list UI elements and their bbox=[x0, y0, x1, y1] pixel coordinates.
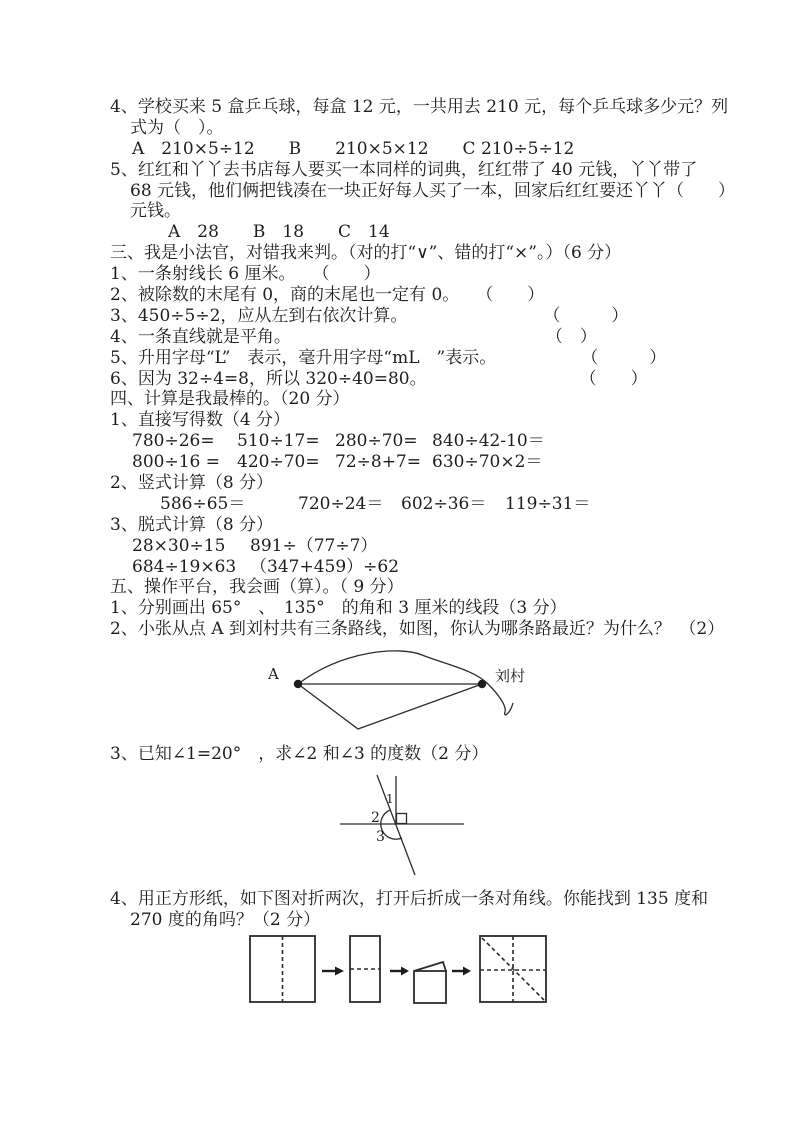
judge-item: 6、因为 32÷4=8，所以 320÷40=80。 （ ） bbox=[110, 368, 648, 389]
operate-q3: 3、已知∠1=20° ，求∠2 和∠3 的度数（2 分） bbox=[110, 744, 489, 765]
calc-vertical-row bbox=[160, 494, 708, 515]
expression: 800÷16 = bbox=[132, 452, 220, 473]
angle-3-label: 3 bbox=[376, 829, 385, 846]
operate-q4-line-1: 4、用正方形纸，如下图对折两次，打开后折成一条对角线。你能找到 135 度和 bbox=[110, 889, 709, 910]
calc-section-header: 四、计算是我最棒的。（20 分） bbox=[110, 389, 350, 410]
expression: 119÷31＝ bbox=[505, 493, 591, 514]
calc-stepwise-row-2 bbox=[132, 557, 708, 578]
calc-stepwise-row-1 bbox=[132, 536, 708, 557]
judge-section-header: 三、我是小法官，对错我来判。（对的打“∨”、错的打“×”。）（6 分） bbox=[110, 243, 622, 264]
paper-folding-diagram bbox=[248, 934, 548, 1006]
expression: 280÷70= bbox=[335, 431, 418, 452]
point-a-dot bbox=[294, 680, 302, 688]
operate-q1: 1、分别画出 65° 、 135° 的角和 3 厘米的线段（3 分） bbox=[110, 598, 567, 619]
expression: 510÷17= bbox=[237, 431, 320, 452]
expression: 420÷70= bbox=[237, 452, 320, 473]
expression: 630÷70×2＝ bbox=[432, 452, 543, 473]
expression: （347+459）÷62 bbox=[250, 556, 400, 577]
calc-vertical-title: 2、竖式计算（8 分） bbox=[110, 473, 274, 494]
arrow-icon bbox=[335, 966, 344, 975]
village-label: 刘村 bbox=[495, 667, 526, 686]
expression: 602÷36＝ bbox=[401, 493, 487, 514]
operate-q4-line-2: 270 度的角吗？（2 分） bbox=[130, 909, 321, 930]
route-diagram bbox=[248, 644, 578, 744]
folded-flap bbox=[414, 962, 446, 971]
calc-direct-row-1 bbox=[132, 431, 708, 452]
q5-options: A 28 B 18 C 14 bbox=[168, 222, 390, 243]
expression: 28×30÷15 bbox=[132, 535, 226, 556]
operate-q2: 2、小张从点 A 到刘村共有三条路线，如图，你认为哪条路最近？为什么？ （2） bbox=[110, 619, 725, 640]
q5-line-3: 元钱。 bbox=[130, 201, 181, 222]
point-a-label: A bbox=[268, 665, 279, 684]
right-angle-mark bbox=[397, 814, 407, 824]
angle-1-label: 1 bbox=[386, 792, 394, 807]
judge-item: 2、被除数的末尾有 0，商的末尾也一定有 0。 （ ） bbox=[110, 285, 545, 306]
judge-item: 4、一条直线就是平角。 （ ） bbox=[110, 326, 597, 347]
q4-options: A 210×5÷12 B 210×5×12 C 210÷5÷12 bbox=[132, 138, 575, 159]
route-bent-path bbox=[298, 684, 482, 729]
expression: 840÷42-10＝ bbox=[432, 431, 545, 452]
arrow-icon bbox=[401, 966, 409, 975]
judge-item: 5、升用字母“L” 表示，毫升用字母“mL ”表示。 （ ） bbox=[110, 347, 667, 368]
calc-direct-title: 1、直接写得数（4 分） bbox=[110, 410, 291, 431]
crease-diagonal bbox=[482, 938, 544, 1000]
q4-line-1: 4、学校买来 5 盒乒乓球，每盒 12 元，一共用去 210 元，每个乒乓球多少元？列 bbox=[110, 97, 729, 117]
q5-line-2: 68 元钱，他们俩把钱凑在一块正好每人买了一本，回家后红红要还丫丫（ ） bbox=[130, 180, 736, 201]
expression: 684÷19×63 bbox=[132, 556, 237, 577]
angle-diagram bbox=[332, 775, 492, 889]
folded-square-step-3 bbox=[414, 971, 446, 1003]
q5-line-1: 5、红红和丫丫去书店每人要买一本同样的词典，红红带了 40 元钱，丫丫带了 bbox=[110, 159, 698, 180]
expression: 891÷（77÷7） bbox=[250, 535, 378, 556]
operate-section-header: 五、操作平台，我会画（算）。（ 9 分） bbox=[110, 577, 404, 598]
calc-direct-row-2 bbox=[132, 452, 708, 473]
judge-item: 3、450÷5÷2，应从左到右依次计算。 （ ） bbox=[110, 305, 629, 326]
calc-stepwise-title: 3、脱式计算（8 分） bbox=[110, 514, 274, 535]
expression: 586÷65＝ bbox=[160, 493, 246, 514]
angle-2-label: 2 bbox=[371, 810, 380, 827]
arrow-icon bbox=[463, 966, 471, 975]
expression: 72÷8+7= bbox=[335, 452, 421, 473]
expression: 780÷26= bbox=[132, 431, 215, 452]
q4-line-2: 式为（ ）。 bbox=[130, 117, 224, 138]
village-dot bbox=[478, 680, 486, 688]
judge-item: 1、一条射线长 6 厘米。 （ ） bbox=[110, 264, 381, 285]
expression: 720÷24＝ bbox=[298, 493, 384, 514]
